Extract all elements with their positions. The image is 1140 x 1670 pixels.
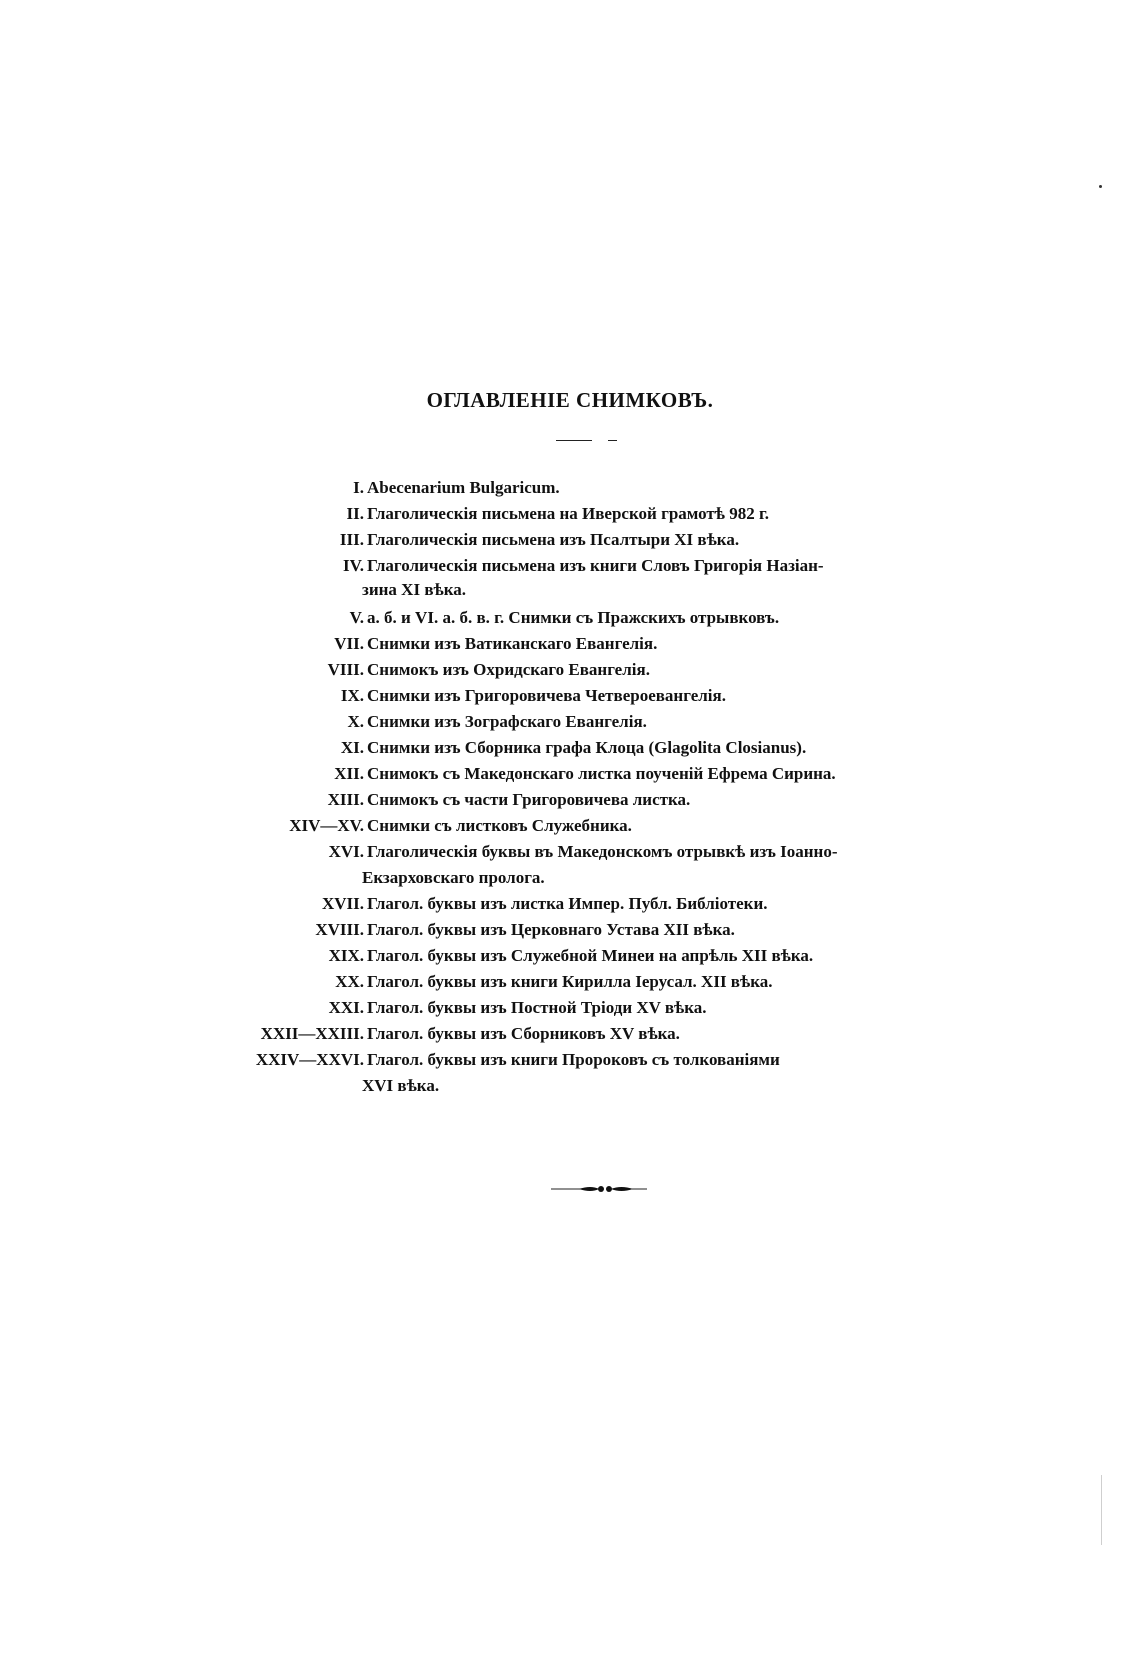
toc-row	[0, 813, 1140, 839]
toc-row	[0, 527, 1140, 553]
toc-number: XX.	[335, 972, 364, 991]
toc-text: Снимки изъ Зографскаго Евангелiя.	[367, 712, 647, 731]
toc-number: XIII.	[327, 790, 364, 809]
toc-text: Глагол. буквы изъ Сборниковъ XV вѣка.	[367, 1024, 680, 1043]
toc-number: I.	[353, 478, 364, 497]
title-rule-segment	[608, 440, 617, 441]
toc-number: IX.	[340, 686, 364, 705]
toc-text: Снимокъ изъ Охридскаго Евангелiя.	[367, 660, 650, 679]
toc-number: III.	[339, 530, 364, 549]
toc-text: XVI вѣка.	[362, 1076, 440, 1095]
toc-row	[0, 605, 1140, 631]
toc-number: XVII.	[321, 894, 364, 913]
toc-row	[0, 917, 1140, 943]
toc-row	[0, 475, 1140, 501]
toc-text: Снимокъ съ части Григоровичева листка.	[367, 790, 691, 809]
toc-text: Снимокъ съ Македонскаго листка поученiй Ефрема Сирина.	[367, 764, 836, 783]
toc-number: VII.	[334, 634, 364, 653]
toc-number: IV.	[343, 556, 364, 575]
toc-number: XXI.	[328, 998, 364, 1017]
toc-text: Снимки изъ Григоровичева Четвероевангелiя.	[367, 686, 726, 705]
toc-row	[0, 995, 1140, 1021]
toc-number: XXIV—XXVI.	[255, 1050, 364, 1069]
toc-text: Глаголическiя письмена на Иверской грамотѣ 982 г.	[367, 504, 770, 523]
toc-row	[0, 631, 1140, 657]
toc-row	[0, 943, 1140, 969]
toc-row	[0, 735, 1140, 761]
scan-edge-line	[1101, 1475, 1102, 1545]
toc-number: VIII.	[327, 660, 364, 679]
toc-number: V.	[349, 608, 364, 627]
toc-number: XXII—XXIII.	[260, 1024, 364, 1043]
toc-row-continuation	[0, 865, 1140, 891]
toc-number: XVI.	[328, 842, 364, 861]
toc-text: Глаголическiя буквы въ Македонскомъ отрывкѣ изъ Iоанно-	[367, 842, 838, 861]
toc-text: Abecenarium Bulgaricum.	[367, 478, 560, 497]
toc-row-continuation	[0, 1073, 1140, 1099]
title-rule	[556, 440, 620, 442]
toc-text: Снимки изъ Сборника графа Клоца (Glagolita Closianus).	[367, 738, 807, 757]
toc-row-continuation	[0, 577, 1140, 603]
end-ornament	[551, 1184, 647, 1194]
toc-number: XVIII.	[315, 920, 364, 939]
toc-row	[0, 891, 1140, 917]
toc-text: Екзарховскаго пролога.	[362, 868, 545, 887]
toc-text: Снимки съ листковъ Служебника.	[367, 816, 632, 835]
toc-text: Глагол. буквы изъ Постной Трiоди XV вѣка.	[367, 998, 707, 1017]
toc-row	[0, 501, 1140, 527]
toc-row	[0, 1021, 1140, 1047]
toc-text: Снимки изъ Ватиканскаго Евангелiя.	[367, 634, 658, 653]
toc-number: XI.	[340, 738, 364, 757]
toc-row	[0, 1047, 1140, 1073]
toc-text: Глагол. буквы изъ Служебной Минеи на апрѣль XII вѣка.	[367, 946, 814, 965]
toc-text: Глагол. буквы изъ книги Пророковъ съ толкованiями	[367, 1050, 780, 1069]
toc-text: Глагол. буквы изъ Церковнаго Устава XII вѣка.	[367, 920, 735, 939]
toc-row	[0, 709, 1140, 735]
toc-row	[0, 553, 1140, 579]
toc-row	[0, 787, 1140, 813]
toc-number: XII.	[334, 764, 364, 783]
toc-text: а. б. и VI. а. б. в. г. Снимки съ Пражскихъ отрывковъ.	[367, 608, 780, 627]
toc-number: XIX.	[328, 946, 364, 965]
toc-text: Глагол. буквы изъ книги Кирилла Iерусал. XII вѣка.	[367, 972, 773, 991]
toc-number: X.	[347, 712, 364, 731]
toc-row	[0, 761, 1140, 787]
toc-text: Глаголическiя письмена изъ Псалтыри XI вѣка.	[367, 530, 740, 549]
toc-row	[0, 683, 1140, 709]
toc-text: Глагол. буквы изъ листка Импер. Публ. Библiотеки.	[367, 894, 768, 913]
toc-text: Глаголическiя письмена изъ книги Словъ Григорiя Назiан-	[367, 556, 824, 575]
toc-text: зина XI вѣка.	[362, 580, 466, 599]
toc-row	[0, 657, 1140, 683]
page-title: ОГЛАВЛЕНIЕ СНИМКОВЪ.	[426, 388, 714, 412]
toc-number: II.	[346, 504, 364, 523]
title-rule-segment	[556, 440, 592, 441]
margin-dot	[1099, 185, 1102, 188]
toc-row	[0, 839, 1140, 865]
toc-number: XIV—XV.	[289, 816, 364, 835]
toc-row	[0, 969, 1140, 995]
